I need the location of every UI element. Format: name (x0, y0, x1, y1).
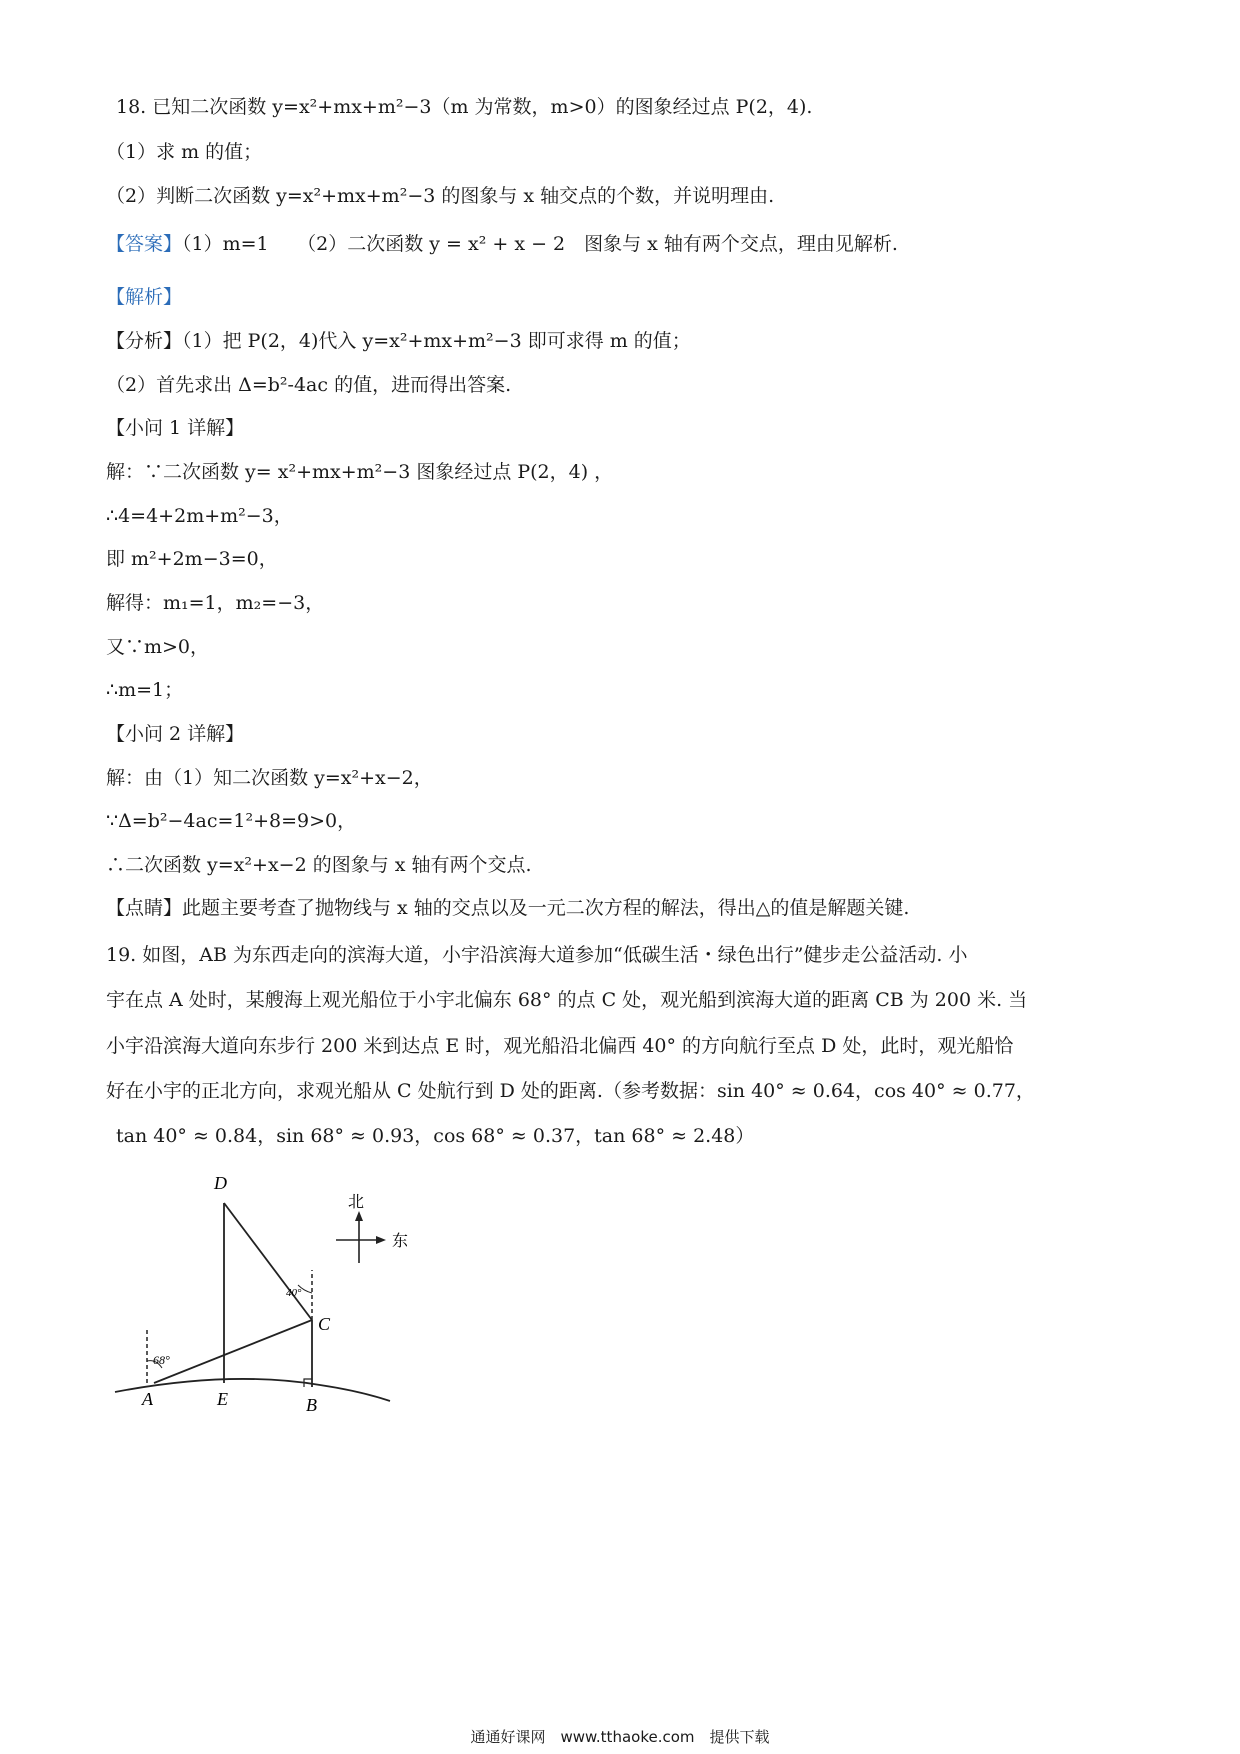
solution-line: 解得：m₁=1，m₂=−3， (106, 592, 325, 614)
geometry-figure (90, 1165, 470, 1435)
q19-line: 19. 如图，AB 为东西走向的滨海大道，小宇沿滨海大道参加“低碳生活・绿色出行”健步走公益活动. 小 (106, 944, 968, 966)
compass-north-arrow (355, 1211, 363, 1221)
solution-line: 【小问 2 详解】 (106, 723, 245, 745)
q19-line: tan 40° ≈ 0.84，sin 68° ≈ 0.93，cos 68° ≈ 0.37，tan 68° ≈ 2.48） (116, 1125, 755, 1147)
q18-part1: （1）求 m 的值； (106, 141, 263, 163)
answer-tag: 【答案】 (106, 233, 183, 255)
solution-line: （2）首先求出 Δ=b²-4ac 的值，进而得出答案. (106, 374, 512, 396)
q19-line: 宇在点 A 处时，某艘海上观光船位于小宇北偏东 68° 的点 C 处，观光船到滨海大道的距离 CB 为 200 米. 当 (106, 989, 1028, 1011)
compass-north-label: 北 (348, 1194, 365, 1211)
q19-line: 好在小宇的正北方向，求观光船从 C 处航行到 D 处的距离.（参考数据：sin 40° ≈ 0.64，cos 40° ≈ 0.77， (106, 1080, 1035, 1102)
solution-line: ∴二次函数 y=x²+x−2 的图象与 x 轴有两个交点. (106, 854, 532, 876)
answer-text: （1）m=1 （2）二次函数 y = x² + x − 2 图象与 x 轴有两个交点，理由见解析. (182, 233, 898, 255)
solution-line: 又∵m>0， (106, 636, 210, 658)
solution-line: 解：由（1）知二次函数 y=x²+x−2， (106, 767, 433, 789)
label-E: E (217, 1389, 228, 1409)
solution-line: 【分析】（1）把 P(2，4)代入 y=x²+mx+m²−3 即可求得 m 的值； (106, 330, 691, 352)
compass-east-label: 东 (392, 1233, 409, 1250)
solution-line: 【点睛】此题主要考查了抛物线与 x 轴的交点以及一元二次方程的解法，得出△的值是解题关键. (106, 897, 910, 919)
compass-east-arrow (376, 1236, 386, 1244)
solution-line: 即 m²+2m−3=0， (106, 548, 278, 570)
q18-stem: 18. 已知二次函数 y=x²+mx+m²−3（m 为常数，m>0）的图象经过点 P(2，4). (116, 96, 813, 118)
label-D: D (214, 1173, 227, 1193)
answer-line (106, 231, 898, 257)
solution-line: 【小问 1 详解】 (106, 417, 245, 439)
solution-line: 解：∵二次函数 y= x²+mx+m²−3 图象经过点 P(2，4) ， (106, 461, 614, 483)
solution-line: ∴4=4+2m+m²−3， (106, 505, 293, 527)
angle-40-label: 40° (286, 1287, 302, 1299)
page-footer: 通通好课网 www.tthaoke.com 提供下载 (470, 1728, 770, 1746)
q19-line: 小宇沿滨海大道向东步行 200 米到达点 E 时，观光船沿北偏西 40° 的方向航行至点 D 处，此时，观光船恰 (106, 1035, 1014, 1057)
label-C: C (318, 1314, 331, 1334)
label-B: B (306, 1395, 317, 1415)
segment-DC (224, 1203, 312, 1320)
segment-AC (154, 1320, 312, 1383)
analysis-tag: 【解析】 (106, 286, 183, 308)
q18-part2: （2）判断二次函数 y=x²+mx+m²−3 的图象与 x 轴交点的个数，并说明理由. (106, 185, 775, 207)
label-A: A (142, 1389, 153, 1409)
solution-line: ∴m=1； (106, 679, 184, 701)
solution-line: ∵Δ=b²−4ac=1²+8=9>0， (106, 810, 357, 832)
angle-68-label: 68° (153, 1353, 170, 1367)
